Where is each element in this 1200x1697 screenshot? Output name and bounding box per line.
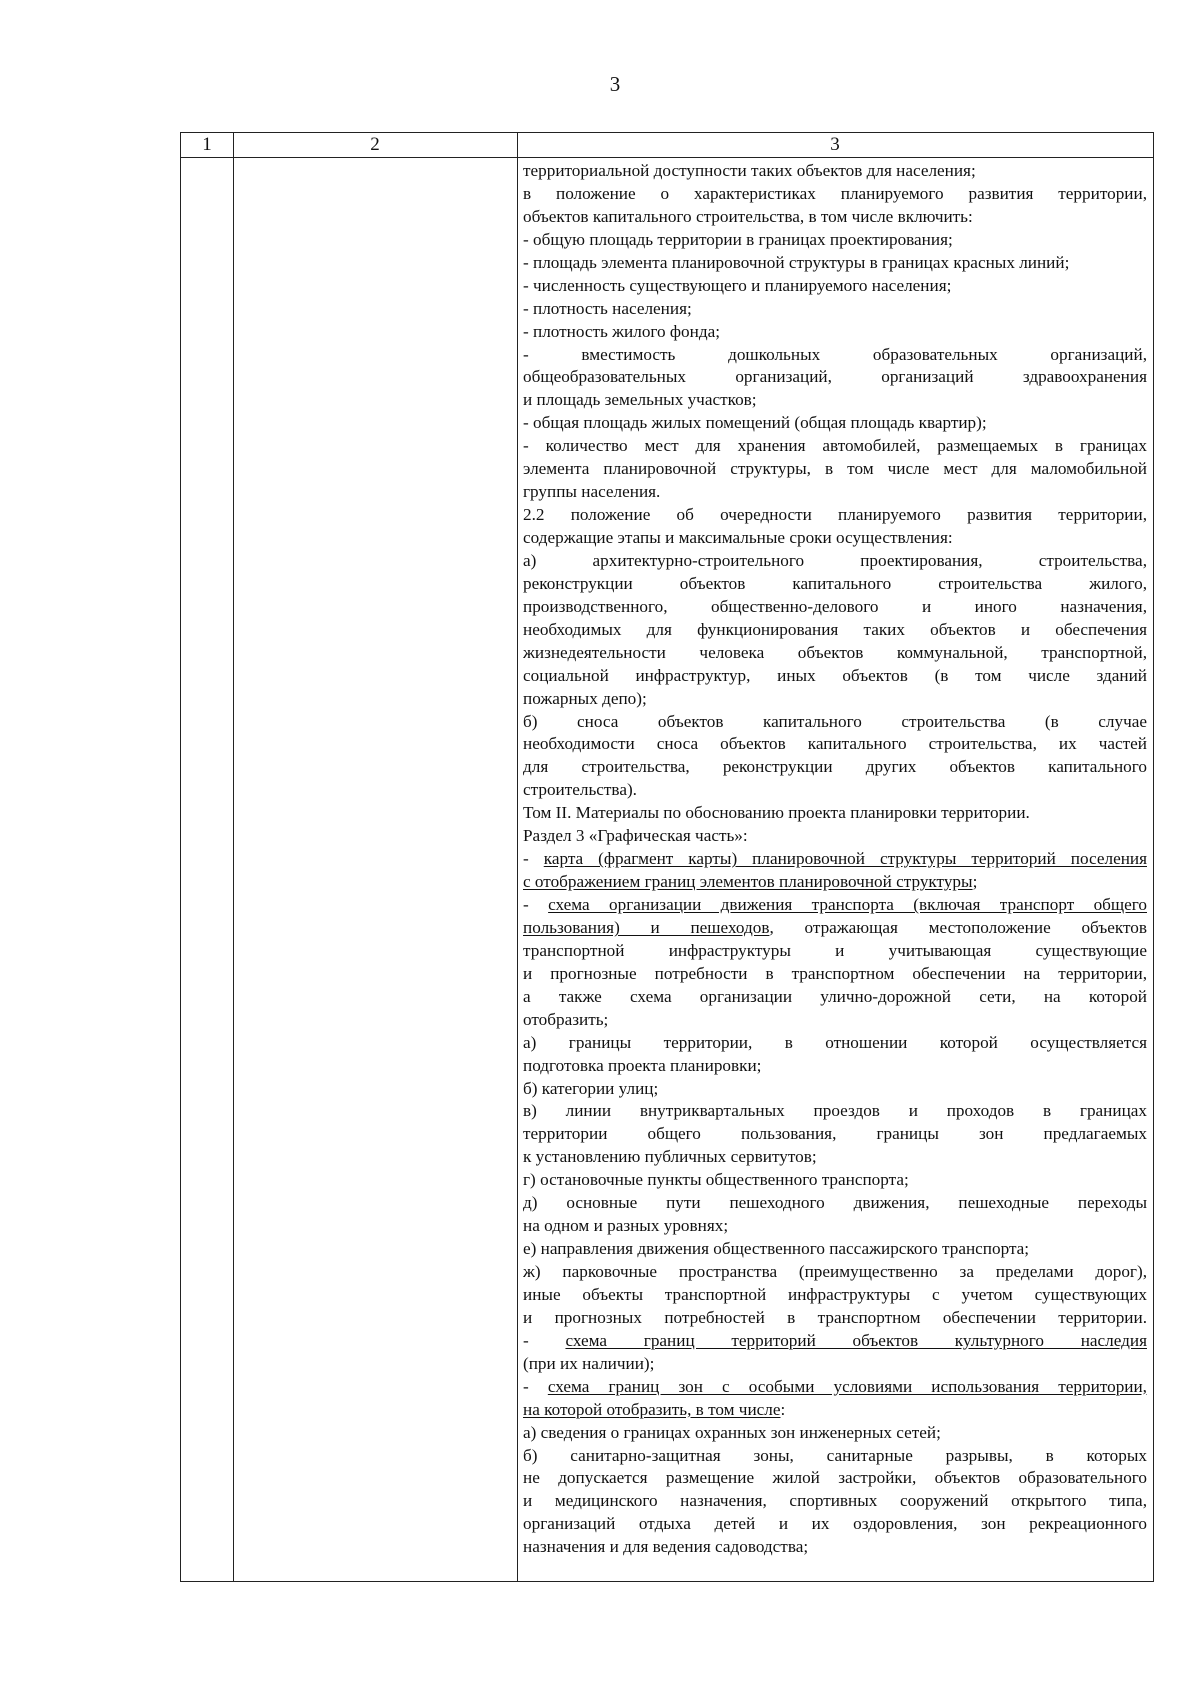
text-segment: жизнедеятельности человека объектов коммунальной, транспортной,	[523, 642, 1147, 662]
text-segment: 2.2 положение об очередности планируемого развития территории,	[523, 505, 1147, 525]
text-segment: б) категории улиц;	[523, 1078, 659, 1098]
text-line	[523, 366, 1147, 389]
text-line	[523, 458, 1147, 481]
text-line	[523, 481, 1147, 504]
text-segment: - плотность населения;	[523, 298, 692, 318]
text-segment: -	[523, 1330, 566, 1350]
text-segment: подготовка проекта планировки;	[523, 1055, 762, 1075]
text-segment: а) архитектурно-строительного проектирования, строительства,	[523, 550, 1147, 570]
text-line	[523, 1467, 1147, 1490]
text-line	[523, 344, 1147, 367]
column-header-1: 1	[202, 134, 212, 155]
text-line	[523, 1353, 1147, 1376]
column-header-3: 3	[830, 134, 840, 155]
text-segment: г) остановочные пункты общественного транспорта;	[523, 1170, 909, 1190]
text-segment: пожарных депо);	[523, 688, 647, 708]
text-line	[523, 1376, 1147, 1399]
text-line	[523, 1032, 1147, 1055]
table-header-row	[181, 133, 1153, 158]
text-line	[523, 619, 1147, 642]
text-segment: -	[523, 849, 544, 869]
text-line	[523, 894, 1147, 917]
page-number: 3	[609, 72, 621, 96]
text-segment: необходимых для функционирования таких объектов и обеспечения	[523, 619, 1147, 639]
text-segment: содержащие этапы и максимальные сроки осуществления:	[523, 528, 953, 547]
text-line	[523, 229, 1147, 252]
text-line	[523, 642, 1147, 665]
text-segment: и прогнозных потребностей в транспортном обеспечении территории.	[523, 1307, 1147, 1327]
text-segment: и площадь земельных участков;	[523, 390, 757, 410]
text-line	[523, 321, 1147, 344]
text-line	[523, 963, 1147, 986]
text-segment: в) линии внутриквартальных проездов и проходов в границах	[523, 1101, 1147, 1121]
text-segment: - плотность жилого фонда;	[523, 321, 721, 341]
text-line	[523, 756, 1147, 779]
text-line	[523, 1261, 1147, 1284]
text-segment: б) сноса объектов капитального строительства (в случае	[523, 711, 1147, 731]
text-line	[523, 550, 1147, 573]
text-segment: к установлению публичных сервитутов;	[523, 1147, 817, 1167]
text-line	[523, 1490, 1147, 1513]
text-line	[523, 1284, 1147, 1307]
text-line	[523, 1055, 1147, 1078]
text-segment: для строительства, реконструкции других объектов капитального	[523, 757, 1147, 777]
text-segment: производственного, общественно-делового и иного назначения,	[523, 596, 1147, 616]
text-line	[523, 871, 1147, 894]
text-segment: не допускается размещение жилой застройки, объектов образовательного	[523, 1468, 1147, 1488]
text-line	[523, 1399, 1147, 1422]
text-segment: ;	[972, 872, 978, 892]
text-line	[523, 1100, 1147, 1123]
text-line	[523, 1330, 1147, 1353]
text-line	[523, 665, 1147, 688]
text-line	[523, 504, 1147, 527]
text-segment: реконструкции объектов капитального строительства жилого,	[523, 573, 1147, 593]
text-line	[523, 1513, 1147, 1536]
text-line	[523, 711, 1147, 734]
text-line	[523, 733, 1147, 756]
text-segment: д) основные пути пешеходного движения, пешеходные переходы	[523, 1193, 1147, 1213]
text-segment: территориальной доступности таких объектов для населения;	[523, 161, 976, 180]
text-line	[523, 573, 1147, 596]
column-divider	[517, 133, 518, 1581]
text-segment: - площадь элемента планировочной структуры в границах красных линий;	[523, 252, 1070, 272]
text-segment: Раздел 3 «Графическая часть»:	[523, 826, 748, 846]
text-line	[523, 206, 1147, 229]
underlined-text: карта (фрагмент карты) планировочной структуры территорий поселения	[543, 849, 1147, 869]
text-segment: в положение о характеристиках планируемого развития территории,	[523, 183, 1147, 203]
text-segment: - численность существующего и планируемого населения;	[523, 275, 952, 295]
text-segment: социальной инфраструктур, иных объектов (в том числе зданий	[523, 665, 1147, 685]
text-segment: необходимости сноса объектов капитального строительства, их частей	[523, 734, 1147, 754]
text-line	[523, 1536, 1147, 1559]
text-segment: элемента планировочной структуры, в том числе мест для маломобильной	[523, 459, 1147, 479]
text-line	[523, 917, 1147, 940]
text-line	[523, 688, 1147, 711]
text-line	[523, 802, 1147, 825]
text-segment: группы населения.	[523, 482, 661, 502]
text-line	[523, 412, 1147, 435]
document-table	[180, 132, 1154, 1582]
underlined-text: схема границ территорий объектов культурного наследия	[565, 1330, 1147, 1350]
text-line	[523, 1169, 1147, 1192]
text-line	[523, 1215, 1147, 1238]
text-line	[523, 1307, 1147, 1330]
text-line	[523, 1146, 1147, 1169]
underlined-text: схема границ зон с особыми условиями использования территории,	[547, 1376, 1147, 1396]
text-line	[523, 596, 1147, 619]
text-segment: , отражающая местоположение объектов	[769, 917, 1147, 937]
text-line	[523, 389, 1147, 412]
text-line	[523, 527, 1147, 550]
text-line	[523, 779, 1147, 802]
text-segment: - количество мест для хранения автомобилей, размещаемых в границах	[523, 436, 1147, 456]
text-line	[523, 1078, 1147, 1101]
text-line	[523, 160, 1147, 183]
underlined-text: с отображением границ элементов планировочной структуры	[523, 872, 973, 892]
text-segment: и прогнозные потребности в транспортном обеспечении на территории,	[523, 963, 1147, 983]
text-segment: строительства).	[523, 780, 637, 800]
text-segment: - общую площадь территории в границах проектирования;	[523, 229, 953, 249]
text-segment: назначения и для ведения садоводства;	[523, 1537, 809, 1557]
text-line	[523, 1123, 1147, 1146]
text-segment: объектов капитального строительства, в том числе включить:	[523, 206, 973, 226]
text-line	[523, 1445, 1147, 1468]
text-segment: б) санитарно-защитная зоны, санитарные разрывы, в которых	[523, 1445, 1147, 1465]
text-line	[523, 435, 1147, 458]
column-header-2: 2	[370, 134, 380, 155]
text-line	[523, 1422, 1147, 1445]
text-segment: а) границы территории, в отношении которой осуществляется	[523, 1032, 1147, 1052]
text-segment: иные объекты транспортной инфраструктуры с учетом существующих	[523, 1284, 1147, 1304]
text-segment: а также схема организации улично-дорожной сети, на которой	[523, 986, 1147, 1006]
text-segment: -	[523, 895, 549, 914]
text-line	[523, 986, 1147, 1009]
underlined-text: пользования) и пешеходов	[523, 917, 770, 937]
text-line	[523, 940, 1147, 963]
text-line	[523, 1238, 1147, 1261]
text-segment: отобразить;	[523, 1009, 609, 1029]
text-segment: - общая площадь жилых помещений (общая площадь квартир);	[523, 413, 987, 433]
underlined-text: на которой отобразить, в том числе	[523, 1399, 781, 1419]
text-segment: и медицинского назначения, спортивных сооружений открытого типа,	[523, 1491, 1147, 1511]
text-line	[523, 275, 1147, 298]
text-segment: -	[523, 1376, 548, 1396]
text-segment: :	[780, 1399, 786, 1419]
text-segment: ж) парковочные пространства (преимущественно за пределами дорог),	[523, 1262, 1147, 1281]
text-line	[523, 1009, 1147, 1032]
text-line	[523, 183, 1147, 206]
text-segment: на одном и разных уровнях;	[523, 1216, 729, 1236]
text-segment: территории общего пользования, границы зон предлагаемых	[523, 1124, 1147, 1144]
text-segment: а) сведения о границах охранных зон инженерных сетей;	[523, 1422, 941, 1442]
text-segment: - вместимость дошкольных образовательных организаций,	[523, 344, 1147, 364]
text-line	[523, 298, 1147, 321]
text-segment: (при их наличии);	[523, 1353, 655, 1373]
text-segment: е) направления движения общественного пассажирского транспорта;	[523, 1239, 1030, 1259]
text-line	[523, 825, 1147, 848]
text-segment: транспортной инфраструктуры и учитывающая существующие	[523, 940, 1147, 960]
text-segment: Том II. Материалы по обоснованию проекта планировки территории.	[523, 803, 1030, 823]
text-line	[523, 252, 1147, 275]
text-segment: организаций отдыха детей и их оздоровления, зон рекреационного	[523, 1514, 1147, 1534]
column-divider	[233, 133, 234, 1581]
text-line	[523, 848, 1147, 871]
text-segment: общеобразовательных организаций, организаций здравоохранения	[523, 367, 1147, 387]
column-3-text	[523, 160, 1147, 1559]
text-line	[523, 1192, 1147, 1215]
underlined-text: схема организации движения транспорта (включая транспорт общего	[548, 895, 1147, 914]
